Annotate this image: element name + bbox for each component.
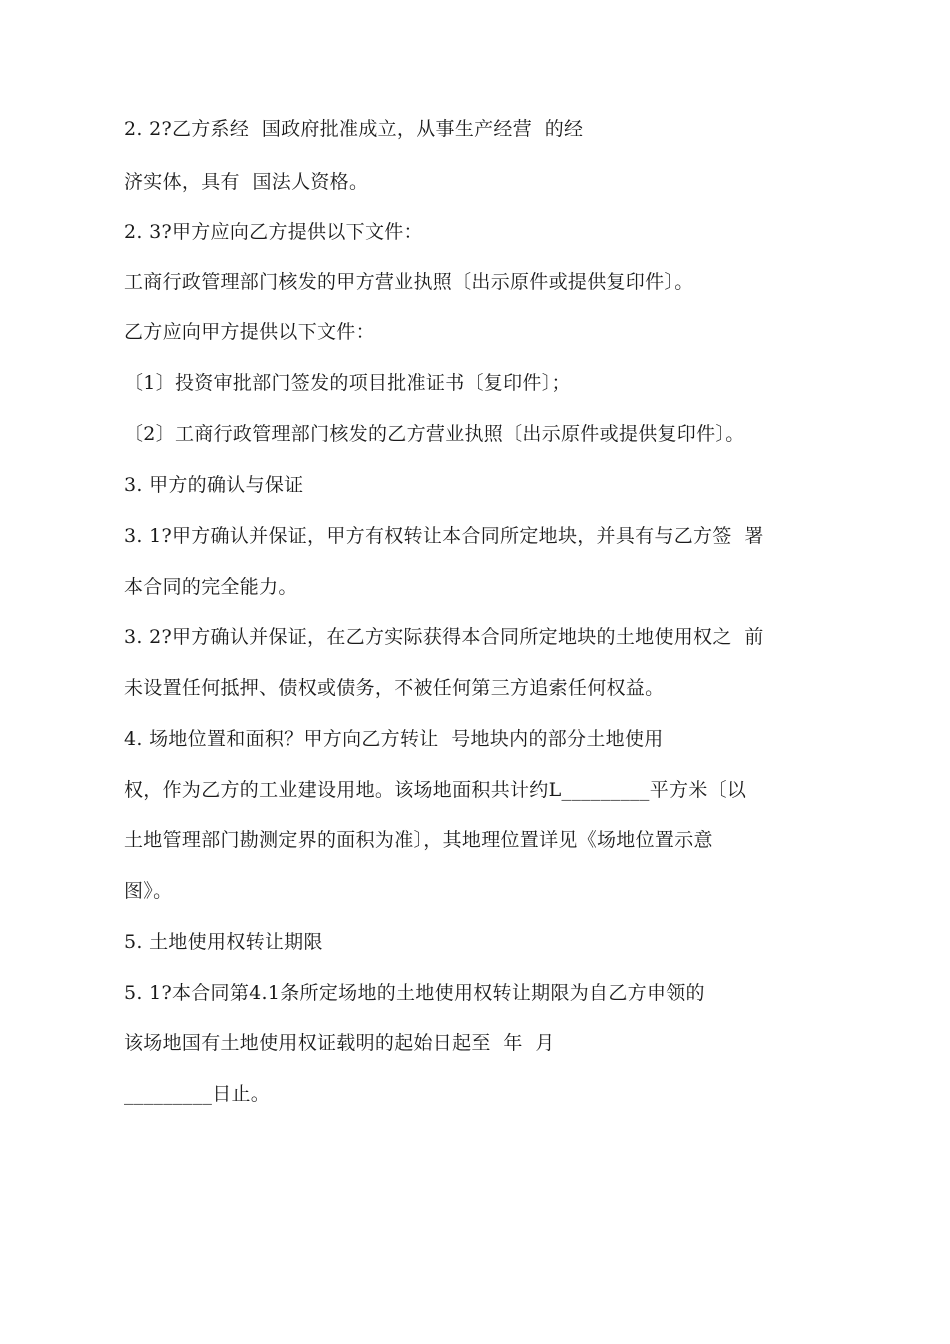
text-line: 图》。	[124, 880, 173, 902]
text-line: 3. 2?甲方确认并保证，在乙方实际获得本合同所定地块的土地使用权之 前	[124, 626, 764, 648]
text-line: 济实体，具有 国法人资格。	[124, 171, 369, 193]
text-line: 本合同的完全能力。	[124, 576, 298, 598]
text-line: 5. 1?本合同第4.1条所定场地的土地使用权转让期限为自乙方申领的	[124, 982, 705, 1004]
text-line: 权，作为乙方的工业建设用地。该场地面积共计约L_________平方米〔以	[124, 779, 747, 801]
text-line: 〔1〕投资审批部门签发的项目批准证书〔复印件〕；	[124, 372, 571, 394]
text-line: 乙方应向甲方提供以下文件：	[124, 321, 375, 343]
text-line: _________日止。	[124, 1083, 271, 1105]
section-heading: 3. 甲方的确认与保证	[124, 474, 304, 496]
text-line: 该场地国有土地使用权证载明的起始日起至 年 月	[124, 1032, 555, 1054]
text-line: 土地管理部门勘测定界的面积为准〕，其地理位置详见《场地位置示意	[124, 829, 713, 851]
text-line: 4. 场地位置和面积？甲方向乙方转让 号地块内的部分土地使用	[124, 728, 664, 750]
text-line: 工商行政管理部门核发的甲方营业执照〔出示原件或提供复印件〕。	[124, 271, 694, 293]
text-line: 〔2〕工商行政管理部门核发的乙方营业执照〔出示原件或提供复印件〕。	[124, 423, 745, 445]
section-heading: 5. 土地使用权转让期限	[124, 931, 323, 953]
text-line: 2. 3?甲方应向乙方提供以下文件：	[124, 221, 423, 243]
text-line: 未设置任何抵押、债权或债务，不被任何第三方追索任何权益。	[124, 677, 665, 699]
text-line: 2. 2?乙方系经 国政府批准成立，从事生产经营 的经	[124, 118, 584, 140]
text-line: 3. 1?甲方确认并保证，甲方有权转让本合同所定地块，并具有与乙方签 署	[124, 525, 764, 547]
